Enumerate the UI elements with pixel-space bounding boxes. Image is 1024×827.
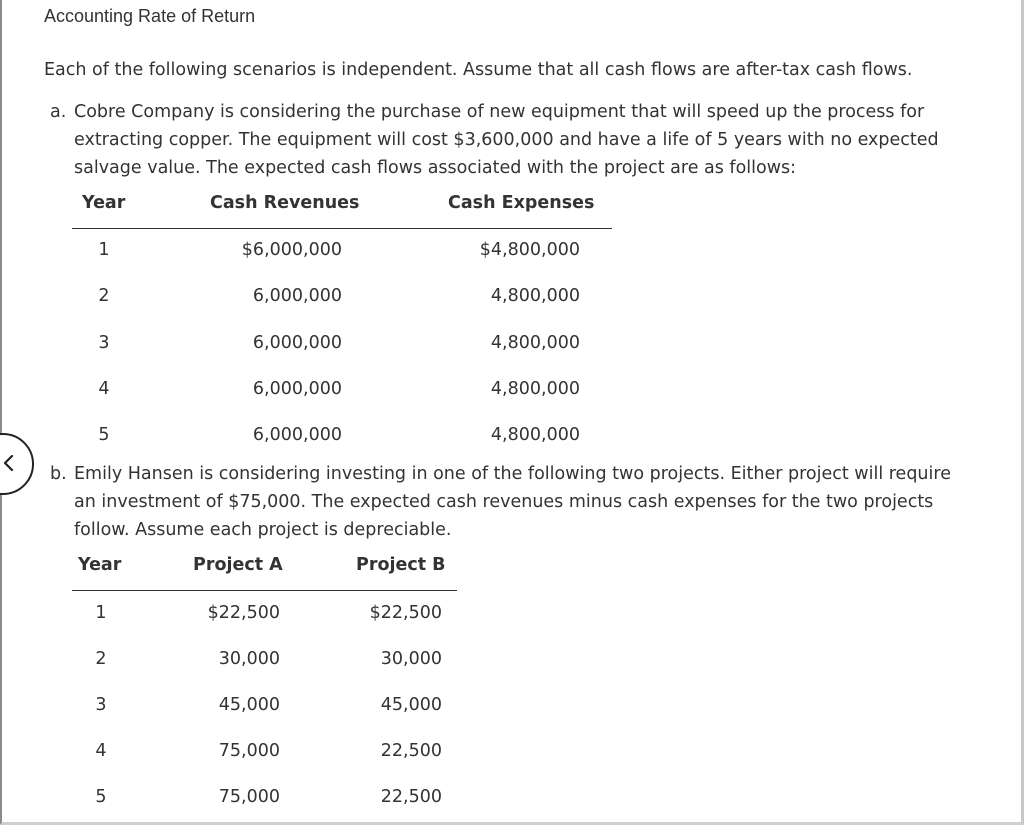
chevron-left-icon — [2, 455, 14, 471]
table-b-project-a: 45,000 — [218, 695, 280, 715]
part-a-paragraph — [50, 98, 939, 182]
table-a-revenue: 6,000,000 — [252, 379, 342, 399]
table-b-year: 5 — [95, 787, 107, 807]
table-b-header-project-b: Project B — [356, 555, 446, 575]
table-b-project-b: $22,500 — [369, 603, 442, 623]
table-a-revenue: 6,000,000 — [252, 425, 342, 445]
table-b-header-project-a: Project A — [193, 555, 283, 575]
table-a-expense: 4,800,000 — [490, 286, 580, 306]
part-a-line-2: extracting copper. The equipment will cost $3,600,000 and have a life of 5 years with no expected — [74, 130, 939, 150]
table-b-project-b: 30,000 — [380, 649, 442, 669]
part-b-paragraph — [50, 460, 951, 544]
table-a-expense: 4,800,000 — [490, 333, 580, 353]
table-b-year: 4 — [95, 741, 107, 761]
table-b-project-b: 22,500 — [380, 741, 442, 761]
table-b-header-year: Year — [78, 555, 122, 575]
part-b-label: b. — [50, 464, 67, 484]
table-a-expense: $4,800,000 — [479, 240, 580, 260]
table-b-project-b: 45,000 — [380, 695, 442, 715]
table-b-project-a: $22,500 — [207, 603, 280, 623]
table-b-project-b: 22,500 — [380, 787, 442, 807]
table-a-year: 2 — [98, 286, 110, 306]
table-a-header-expenses: Cash Expenses — [448, 193, 595, 213]
table-a-year: 5 — [98, 425, 110, 445]
table-b-project-a: 75,000 — [218, 741, 280, 761]
part-b-line-3: follow. Assume each project is depreciable. — [74, 520, 452, 540]
table-a-header-year: Year — [82, 193, 126, 213]
table-b-year: 1 — [95, 603, 107, 623]
table-b-year: 3 — [95, 695, 107, 715]
table-b-header-rule — [72, 590, 457, 591]
part-a-label: a. — [50, 102, 67, 122]
part-a-line-1: Cobre Company is considering the purchase of new equipment that will speed up the process for — [74, 102, 925, 122]
table-a-expense: 4,800,000 — [490, 425, 580, 445]
table-a-expense: 4,800,000 — [490, 379, 580, 399]
table-b-project-a: 30,000 — [218, 649, 280, 669]
table-a-year: 3 — [98, 333, 110, 353]
table-b-project-a: 75,000 — [218, 787, 280, 807]
part-b-line-1: Emily Hansen is considering investing in one of the following two projects. Either project will require — [74, 464, 951, 484]
part-a-line-3: salvage value. The expected cash flows associated with the project are as follows: — [74, 158, 797, 178]
table-b-year: 2 — [95, 649, 107, 669]
table-a-year: 4 — [98, 379, 110, 399]
page-title: Accounting Rate of Return — [44, 6, 256, 26]
part-b-line-2: an investment of $75,000. The expected cash revenues minus cash expenses for the two projects — [74, 492, 934, 512]
table-a-header-revenues: Cash Revenues — [210, 193, 360, 213]
table-a-year: 1 — [98, 240, 110, 260]
table-a-header-rule — [72, 228, 612, 229]
intro-text: Each of the following scenarios is independent. Assume that all cash flows are after-tax cash flows. — [44, 60, 913, 80]
table-a-revenue: $6,000,000 — [241, 240, 342, 260]
table-a-revenue: 6,000,000 — [252, 286, 342, 306]
table-a-revenue: 6,000,000 — [252, 333, 342, 353]
